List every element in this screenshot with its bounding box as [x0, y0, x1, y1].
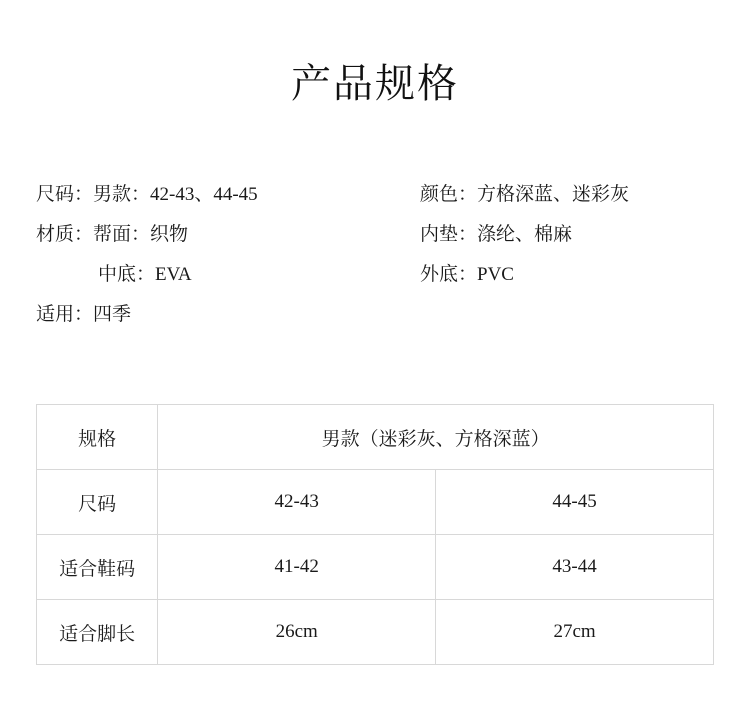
table-header-spec: 规格	[37, 405, 158, 470]
table-row-label-shoesize: 适合鞋码	[37, 535, 158, 600]
spec-value-season: 四季	[93, 304, 132, 325]
spec-label-color: 颜色：	[420, 184, 478, 205]
size-table	[36, 404, 714, 665]
table-row	[37, 535, 714, 600]
table-cell-shoesize-col2: 43-44	[436, 535, 714, 600]
spec-label-insole: 内垫：	[420, 224, 478, 245]
spec-label-material: 材质：	[36, 224, 94, 245]
spec-label-size: 尺码：	[36, 184, 94, 205]
table-header-title: 男款（迷彩灰、方格深蓝）	[158, 405, 714, 470]
spec-row-color	[420, 175, 740, 215]
spec-value-color: 方格深蓝、迷彩灰	[477, 184, 630, 205]
table-cell-shoesize-col1: 41-42	[158, 535, 436, 600]
spec-label-midsole: 中底：	[98, 264, 156, 285]
spec-value-midsole: EVA	[155, 264, 192, 285]
spec-row-outsole	[420, 255, 740, 295]
spec-row-size	[36, 175, 416, 215]
spec-row-season	[36, 295, 416, 335]
spec-label-outsole: 外底：	[420, 264, 478, 285]
table-row-label-footlength: 适合脚长	[37, 600, 158, 665]
table-cell-footlength-col2: 27cm	[436, 600, 714, 665]
spec-row-material	[36, 215, 416, 255]
table-cell-size-col2: 44-45	[436, 470, 714, 535]
spec-column-left	[36, 175, 416, 335]
table-row-header	[37, 405, 714, 470]
spec-list	[0, 175, 750, 345]
table-cell-size-col1: 42-43	[158, 470, 436, 535]
spec-value-material: 帮面：织物	[93, 224, 189, 245]
spec-value-size: 男款：42-43、44-45	[93, 184, 258, 205]
table-cell-footlength-col1: 26cm	[158, 600, 436, 665]
spec-column-right	[420, 175, 740, 295]
spec-value-outsole: PVC	[477, 264, 514, 285]
table-row	[37, 600, 714, 665]
table-row-label-size: 尺码	[37, 470, 158, 535]
spec-label-season: 适用：	[36, 304, 94, 325]
spec-row-midsole	[36, 255, 416, 295]
spec-row-insole	[420, 215, 740, 255]
spec-value-insole: 涤纶、棉麻	[477, 224, 573, 245]
table-row	[37, 470, 714, 535]
page-title: 产品规格	[291, 61, 459, 106]
